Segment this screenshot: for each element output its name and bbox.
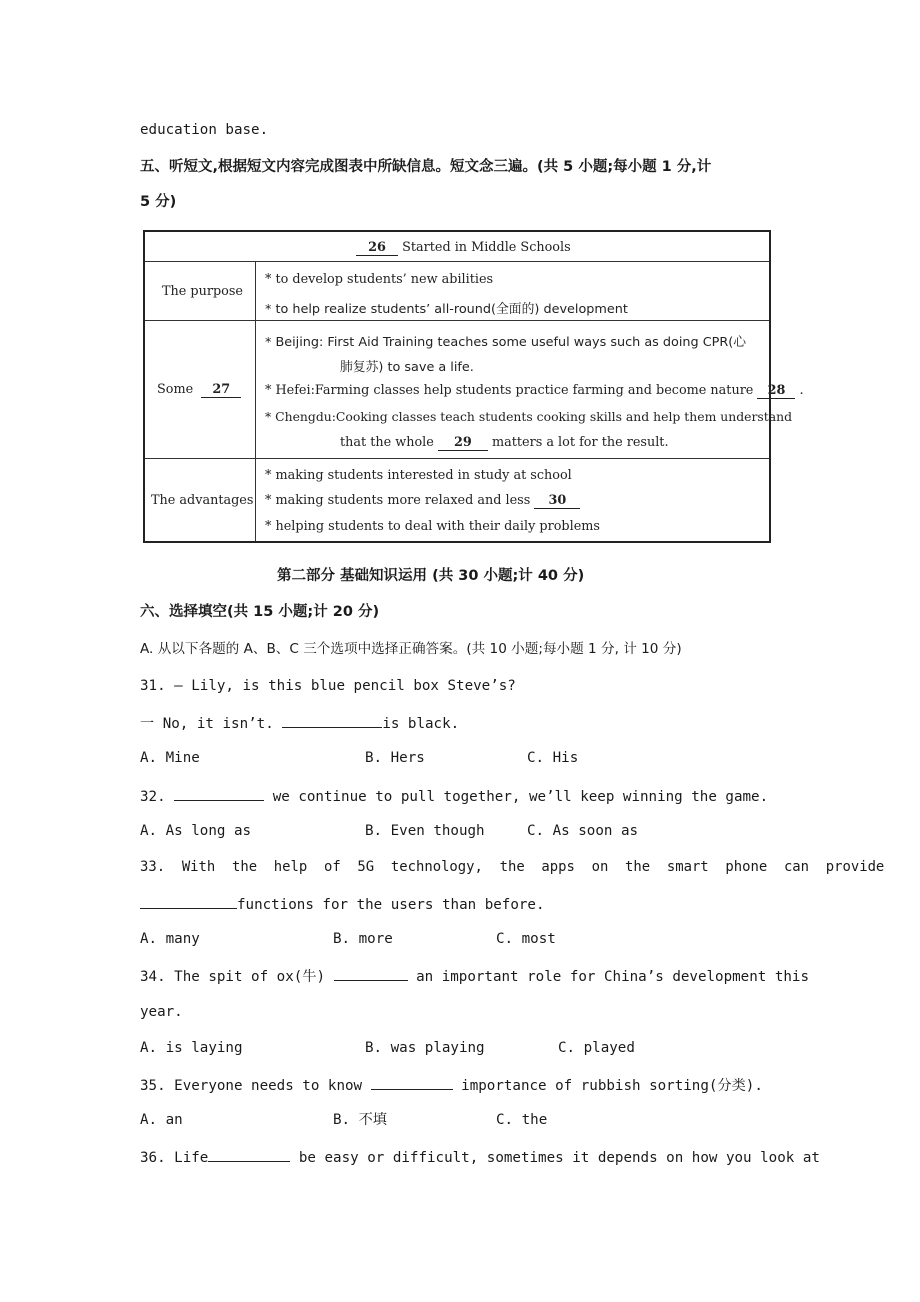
option-b: B. 不填 <box>333 1112 387 1128</box>
question-33-cont <box>140 894 545 914</box>
option-c: C. As soon as <box>527 823 639 839</box>
some-item-chengdu-cont <box>340 435 669 451</box>
option-a: A. Mine <box>140 750 200 766</box>
answer-blank <box>140 894 237 909</box>
q35-text: 35. Everyone needs to know <box>140 1078 371 1094</box>
advantage-item: * making students interested in study at school <box>265 468 572 483</box>
question-33: 33. With the help of 5G technology, the apps on the smart phone can provide <box>140 859 885 875</box>
advantage-item <box>265 493 580 509</box>
question-31-reply <box>140 713 459 733</box>
question-31: 31. — Lily, is this blue pencil box Steve’s? <box>140 678 516 694</box>
advantage-item: * helping students to deal with their daily problems <box>265 519 600 534</box>
section-heading-cont: 5 分) <box>140 194 177 210</box>
option-c: C. played <box>558 1040 635 1056</box>
row-label-some-text: Some <box>157 382 194 397</box>
option-a: A. is laying <box>140 1040 243 1056</box>
q31-text: 一 No, it isn’t. <box>140 716 283 732</box>
advantage-text: * making students more relaxed and less <box>265 493 531 508</box>
q34-text-end: an important role for China’s development this <box>407 969 810 985</box>
table-divider <box>145 320 769 321</box>
option-b: B. was playing <box>365 1040 485 1056</box>
option-a: A. many <box>140 931 200 947</box>
section-heading: 六、选择填空(共 15 小题;计 20 分) <box>140 604 380 620</box>
option-c: C. most <box>496 931 556 947</box>
q31-text-end: is black. <box>382 716 460 732</box>
row-label-advantages: The advantages <box>151 493 254 508</box>
blank-28: 28 <box>757 383 795 399</box>
info-table <box>143 230 804 543</box>
q35-text-end: importance of rubbish sorting(分类). <box>452 1078 763 1094</box>
row-label-purpose: The purpose <box>162 284 244 299</box>
q32-text: 32. <box>140 789 175 805</box>
table-divider <box>145 458 769 459</box>
some-item-chengdu: * Chengdu:Cooking classes teach students cooking skills and help them understand <box>265 409 793 424</box>
option-c: C. the <box>496 1112 548 1128</box>
blank-30: 30 <box>534 493 580 509</box>
q34-text: 34. The spit of ox(牛) <box>140 969 334 985</box>
q32-text-end: we continue to pull together, we’ll keep winning the game. <box>264 789 769 805</box>
question-34 <box>140 966 809 986</box>
table-divider <box>255 261 256 541</box>
some-item-hefei <box>265 383 804 399</box>
q36-text-end: be easy or difficult, sometimes it depends on how you look at <box>290 1150 820 1166</box>
answer-blank <box>282 713 382 728</box>
section-heading: 五、听短文,根据短文内容完成图表中所缺信息。短文念三遍。(共 5 小题;每小题 1 分,计 <box>140 159 712 175</box>
chengdu-text: that the whole <box>340 435 434 450</box>
question-32 <box>140 786 768 806</box>
table-title-text: Started in Middle Schools <box>402 240 571 255</box>
row-label-some <box>157 382 241 398</box>
answer-blank <box>334 966 408 981</box>
q33-text-end: functions for the users than before. <box>237 897 545 913</box>
answer-blank <box>208 1147 290 1162</box>
purpose-item: * to develop students’ new abilities <box>265 272 494 287</box>
q36-text: 36. Life <box>140 1150 209 1166</box>
question-34-cont: year. <box>140 1004 183 1020</box>
option-b: B. more <box>333 931 393 947</box>
question-35 <box>140 1075 763 1095</box>
answer-blank <box>371 1075 453 1090</box>
hefei-text: * Hefei:Farming classes help students practice farming and become nature <box>265 383 754 398</box>
table-divider <box>145 261 769 262</box>
option-b: B. Even though <box>365 823 485 839</box>
some-item-beijing-cont: 肺复苏) to save a life. <box>340 360 474 375</box>
hefei-end: . <box>799 383 804 398</box>
option-b: B. Hers <box>365 750 425 766</box>
answer-blank <box>174 786 264 801</box>
blank-26: 26 <box>356 240 398 256</box>
blank-27: 27 <box>201 382 241 398</box>
option-c: C. His <box>527 750 579 766</box>
table-title <box>356 240 571 256</box>
blank-29: 29 <box>438 435 488 451</box>
sub-instruction: A. 从以下各题的 A、B、C 三个选项中选择正确答案。(共 10 小题;每小题 1 分, 计 10 分) <box>140 641 682 657</box>
option-a: A. an <box>140 1112 183 1128</box>
part-title: 第二部分 基础知识运用 (共 30 小题;计 40 分) <box>277 568 585 584</box>
chengdu-end: matters a lot for the result. <box>491 435 669 450</box>
option-a: A. As long as <box>140 823 252 839</box>
question-36 <box>140 1147 820 1167</box>
purpose-item: * to help realize students’ all-round(全面的) development <box>265 302 628 317</box>
some-item-beijing: * Beijing: First Aid Training teaches some useful ways such as doing CPR(心 <box>265 335 747 350</box>
text-line: education base. <box>140 122 269 138</box>
